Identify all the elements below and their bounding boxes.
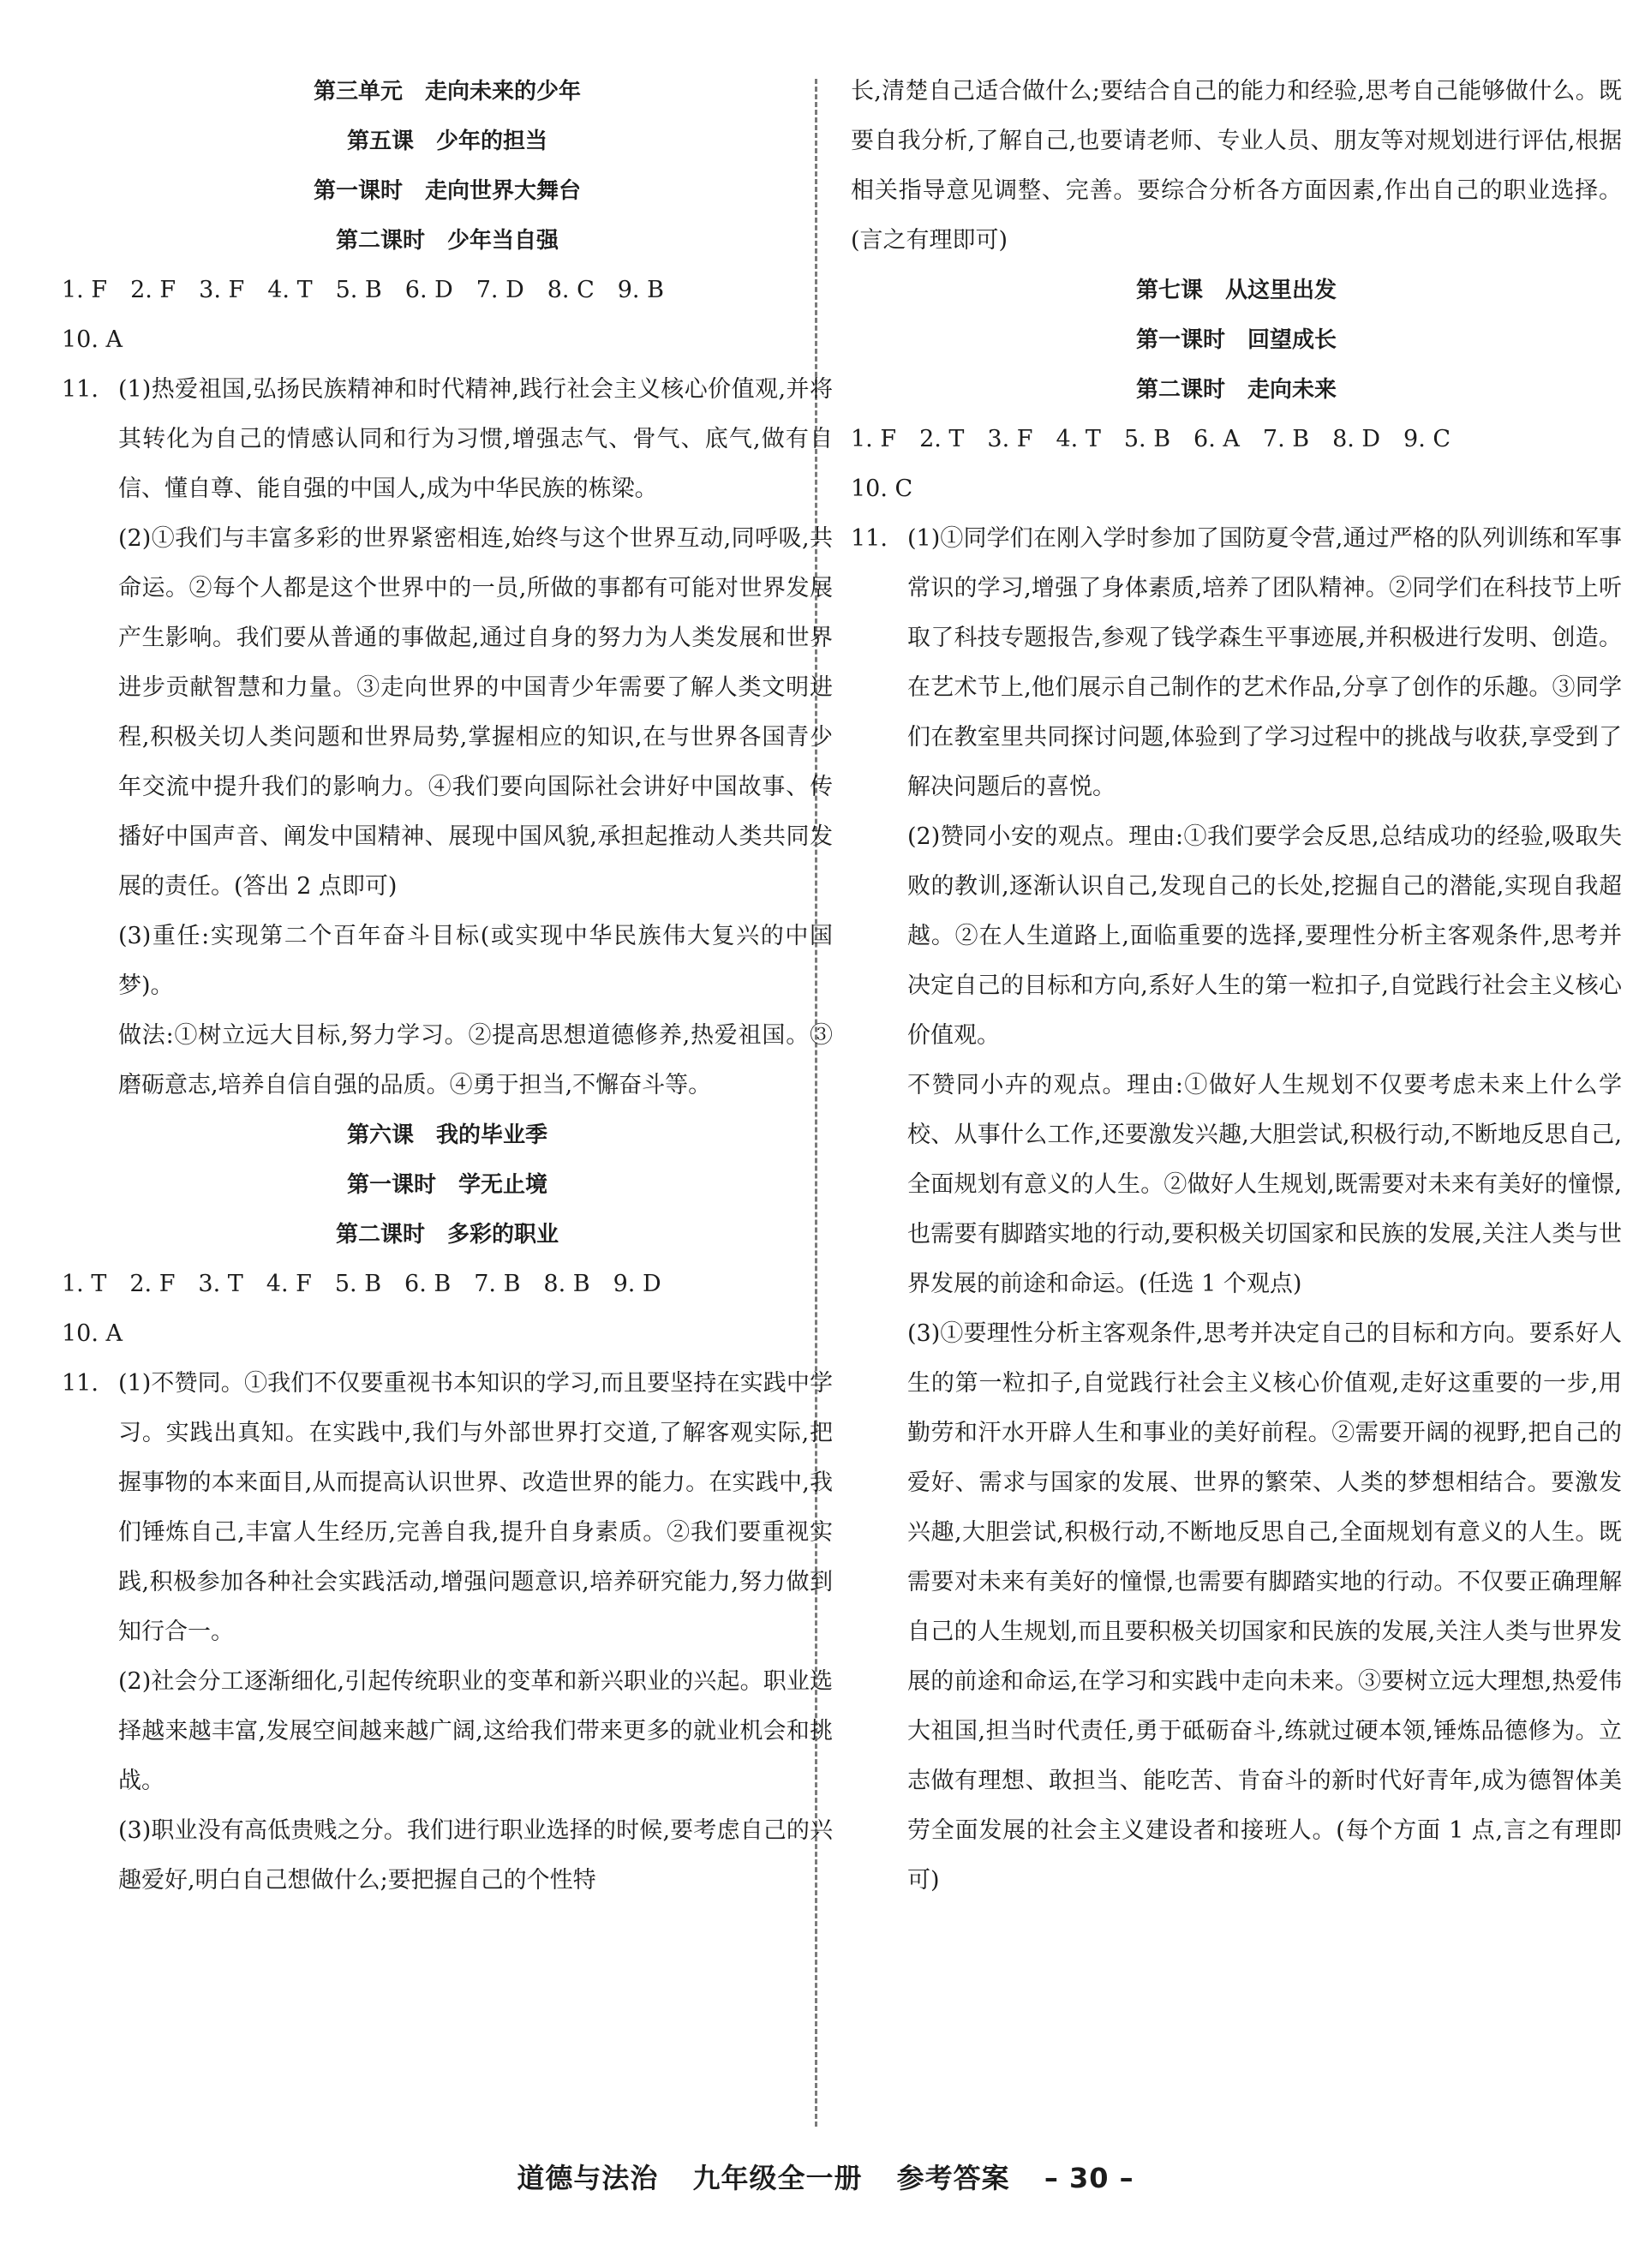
lesson-5-answer-10: 10. A bbox=[62, 326, 123, 353]
lesson-7-period-2-heading: 第二课时 走向未来 bbox=[1135, 377, 1337, 403]
lesson-6-period-2-heading: 第二课时 多彩的职业 bbox=[335, 1222, 559, 1248]
lesson-6-choice-answers: 1. T 2. F 3. T 4. F 5. B 6. B 7. B 8. B 9. D bbox=[62, 1271, 661, 1297]
answer-paragraph: (3)职业没有高低贵贱之分。我们进行职业选择的时候,要考虑自己的兴趣爱好,明白自己想做什么;要把握自己的个性特 bbox=[118, 1817, 833, 1894]
lesson-6-question-11 bbox=[62, 1359, 833, 1906]
question-number: 11. bbox=[62, 376, 99, 403]
lesson-7-heading: 第七课 从这里出发 bbox=[1135, 278, 1337, 303]
answer-paragraph: (2)①我们与丰富多彩的世界紧密相连,始终与这个世界互动,同呼吸,共命运。②每个人都是这个世界中的一员,所做的事都有可能对世界发展产生影响。我们要从普通的事做起,通过自身的努力为人类发展和世界进步贡献智慧和力量。③走向世界的中国青少年需要了解人类文明进程,积极关切人类问题和世界局势,掌握相应的知识,在与世界各国青少年交流中提升我们的影响力。④我们要向国际社会讲好中国故事、传播好中国声音、阐发中国精神、展现中国风貌,承担起推动人类共同发展的责任。(答出 2 点即可) bbox=[118, 525, 833, 900]
answer-paragraph: (1)不赞同。①我们不仅要重视书本知识的学习,而且要坚持在实践中学习。实践出真知。在实践中,我们与外部世界打交道,了解客观实际,把握事物的本来面目,从而提高认识世界、改造世界的能力。在实践中,我们锤炼自己,丰富人生经历,完善自我,提升自身素质。②我们要重视实践,积极参加各种社会实践活动,增强问题意识,培养研究能力,努力做到知行合一。 bbox=[118, 1370, 833, 1645]
lesson-5-heading: 第五课 少年的担当 bbox=[346, 129, 547, 154]
unit-heading: 第三单元 走向未来的少年 bbox=[313, 79, 581, 105]
footer-subject: 道德与法治 bbox=[517, 2162, 659, 2194]
lesson-6-answer-10: 10. A bbox=[62, 1320, 123, 1347]
answer-paragraph: 做法:①树立远大目标,努力学习。②提高思想道德修养,热爱祖国。③磨砺意志,培养自信自强的品质。④勇于担当,不懈奋斗等。 bbox=[118, 1022, 833, 1098]
answer-paragraph: 不赞同小卉的观点。理由:①做好人生规划不仅要考虑未来上什么学校、从事什么工作,还要激发兴趣,大胆尝试,积极行动,不断地反思自己,全面规划有意义的人生。②做好人生规划,既需要对未来有美好的憧憬,也需要有脚踏实地的行动,要积极关切国家和民族的发展,关注人类与世界发展的前途和命运。(任选 1 个观点) bbox=[907, 1072, 1622, 1297]
question-number: 11. bbox=[851, 525, 888, 552]
answer-paragraph: (2)社会分工逐渐细化,引起传统职业的变革和新兴职业的兴起。职业选择越来越丰富,发展空间越来越广阔,这给我们带来更多的就业机会和挑战。 bbox=[118, 1668, 833, 1794]
footer-label: 参考答案 bbox=[896, 2162, 1010, 2194]
page-footer bbox=[0, 2157, 1651, 2196]
answer-paragraph: (2)赞同小安的观点。理由:①我们要学会反思,总结成功的经验,吸取失败的教训,逐渐认识自己,发现自己的长处,挖掘自己的潜能,实现自我超越。②在人生道路上,面临重要的选择,要理性分析主客观条件,思考并决定自己的目标和方向,系好人生的第一粒扣子,自觉践行社会主义核心价值观。 bbox=[907, 823, 1622, 1049]
answer-paragraph: (1)①同学们在刚入学时参加了国防夏令营,通过严格的队列训练和军事常识的学习,增强了身体素质,培养了团队精神。②同学们在科技节上听取了科技专题报告,参观了钱学森生平事迹展,并积极进行发明、创造。在艺术节上,他们展示自己制作的艺术作品,分享了创作的乐趣。③同学们在教室里共同探讨问题,体验到了学习过程中的挑战与收获,享受到了解决问题后的喜悦。 bbox=[907, 525, 1622, 800]
lesson-6-answer-continuation: 长,清楚自己适合做什么;要结合自己的能力和经验,思考自己能够做什么。既要自我分析,了解自己,也要请老师、专业人员、朋友等对规划进行评估,根据相关指导意见调整、完善。要综合分析各方面因素,作出自己的职业选择。(言之有理即可) bbox=[851, 78, 1622, 254]
footer-grade: 九年级全一册 bbox=[692, 2162, 863, 2194]
lesson-6-period-1-heading: 第一课时 学无止境 bbox=[346, 1172, 547, 1198]
lesson-5-period-1-heading: 第一课时 走向世界大舞台 bbox=[313, 178, 581, 204]
right-column bbox=[851, 67, 1622, 1906]
lesson-7-question-11 bbox=[851, 514, 1622, 1906]
answer-paragraph: (3)①要理性分析主客观条件,思考并决定自己的目标和方向。要系好人生的第一粒扣子,自觉践行社会主义核心价值观,走好这重要的一步,用勤劳和汗水开辟人生和事业的美好前程。②需要开阔的视野,把自己的爱好、需求与国家的发展、世界的繁荣、人类的梦想相结合。要激发兴趣,大胆尝试,积极行动,不断地反思自己,全面规划有意义的人生。既需要对未来有美好的憧憬,也需要有脚踏实地的行动。不仅要正确理解自己的人生规划,而且要积极关切国家和民族的发展,关注人类与世界发展的前途和命运,在学习和实践中走向未来。③要树立远大理想,热爱伟大祖国,担当时代责任,勇于砥砺奋斗,练就过硬本领,锤炼品德修为。立志做有理想、敢担当、能吃苦、肯奋斗的新时代好青年,成为德智体美劳全面发展的社会主义建设者和接班人。(每个方面 1 点,言之有理即可) bbox=[907, 1320, 1622, 1894]
lesson-5-choice-answers: 1. F 2. F 3. F 4. T 5. B 6. D 7. D 8. C 9. B bbox=[62, 277, 664, 303]
page-number: – 30 – bbox=[1044, 2162, 1134, 2194]
lesson-7-period-1-heading: 第一课时 回望成长 bbox=[1135, 327, 1337, 353]
lesson-6-heading: 第六课 我的毕业季 bbox=[346, 1122, 547, 1148]
lesson-7-choice-answers: 1. F 2. T 3. F 4. T 5. B 6. A 7. B 8. D 9. C bbox=[851, 426, 1451, 452]
lesson-5-period-2-heading: 第二课时 少年当自强 bbox=[335, 228, 559, 254]
left-column bbox=[62, 67, 833, 1906]
lesson-5-question-11 bbox=[62, 365, 833, 1110]
answer-paragraph: (3)重任:实现第二个百年奋斗目标(或实现中华民族伟大复兴的中国梦)。 bbox=[118, 923, 833, 999]
question-number: 11. bbox=[62, 1370, 99, 1397]
answer-paragraph: (1)热爱祖国,弘扬民族精神和时代精神,践行社会主义核心价值观,并将其转化为自己的情感认同和行为习惯,增强志气、骨气、底气,做有自信、懂自尊、能自强的中国人,成为中华民族的栋梁。 bbox=[118, 376, 833, 502]
lesson-7-answer-10: 10. C bbox=[851, 476, 913, 502]
